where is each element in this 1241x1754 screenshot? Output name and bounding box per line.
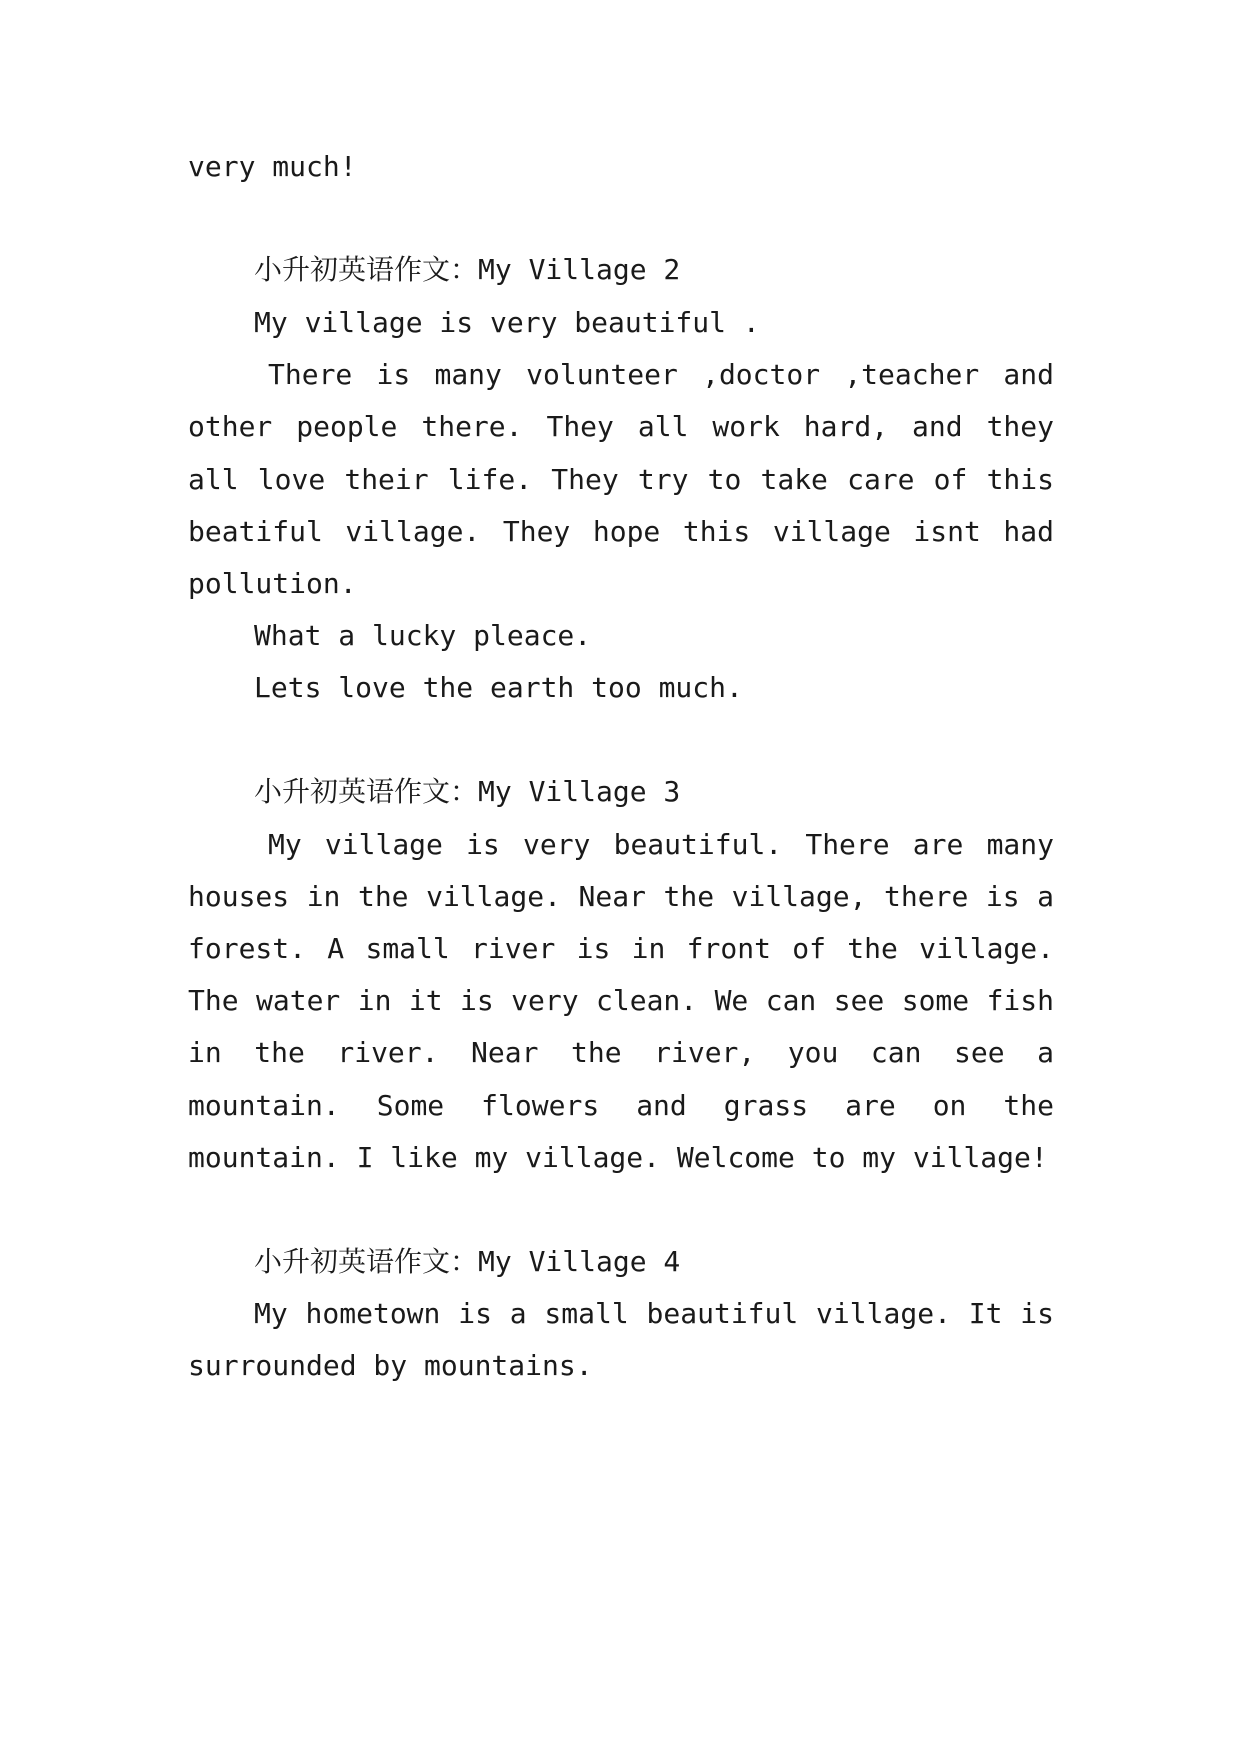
paragraph-line: pollution. xyxy=(188,567,357,600)
paragraph-line: mountain. Some flowers and grass are on the xyxy=(188,1089,1054,1122)
paragraph-line: My village is very beautiful. There are many xyxy=(268,828,1054,861)
essay-title: 小升初英语作文：My Village 4 xyxy=(254,1245,681,1278)
paragraph-line: mountain. I like my village. Welcome to my village! xyxy=(188,1141,1048,1174)
paragraph-line: The water in it is very clean. We can see some fish xyxy=(188,984,1054,1017)
paragraph-line: in the river. Near the river, you can see a xyxy=(188,1036,1054,1069)
paragraph-line: My hometown is a small beautiful village. It is xyxy=(254,1297,1054,1330)
paragraph-line: My village is very beautiful . xyxy=(254,306,760,339)
essay-title: 小升初英语作文：My Village 2 xyxy=(254,253,681,286)
paragraph-line: other people there. They all work hard, and they xyxy=(188,410,1054,443)
paragraph-line: surrounded by mountains. xyxy=(188,1349,593,1382)
paragraph-line: all love their life. They try to take care of this xyxy=(188,463,1054,496)
paragraph-line: There is many volunteer ,doctor ,teacher and xyxy=(268,358,1054,391)
paragraph-line: very much! xyxy=(188,150,357,183)
paragraph-line: houses in the village. Near the village, there is a xyxy=(188,880,1054,913)
paragraph-line: Lets love the earth too much. xyxy=(254,671,743,704)
paragraph-line: forest. A small river is in front of the village. xyxy=(188,932,1054,965)
paragraph-line: What a lucky pleace. xyxy=(254,619,592,652)
essay-title: 小升初英语作文：My Village 3 xyxy=(254,775,681,808)
paragraph-line: beatiful village. They hope this village isnt had xyxy=(188,515,1054,548)
